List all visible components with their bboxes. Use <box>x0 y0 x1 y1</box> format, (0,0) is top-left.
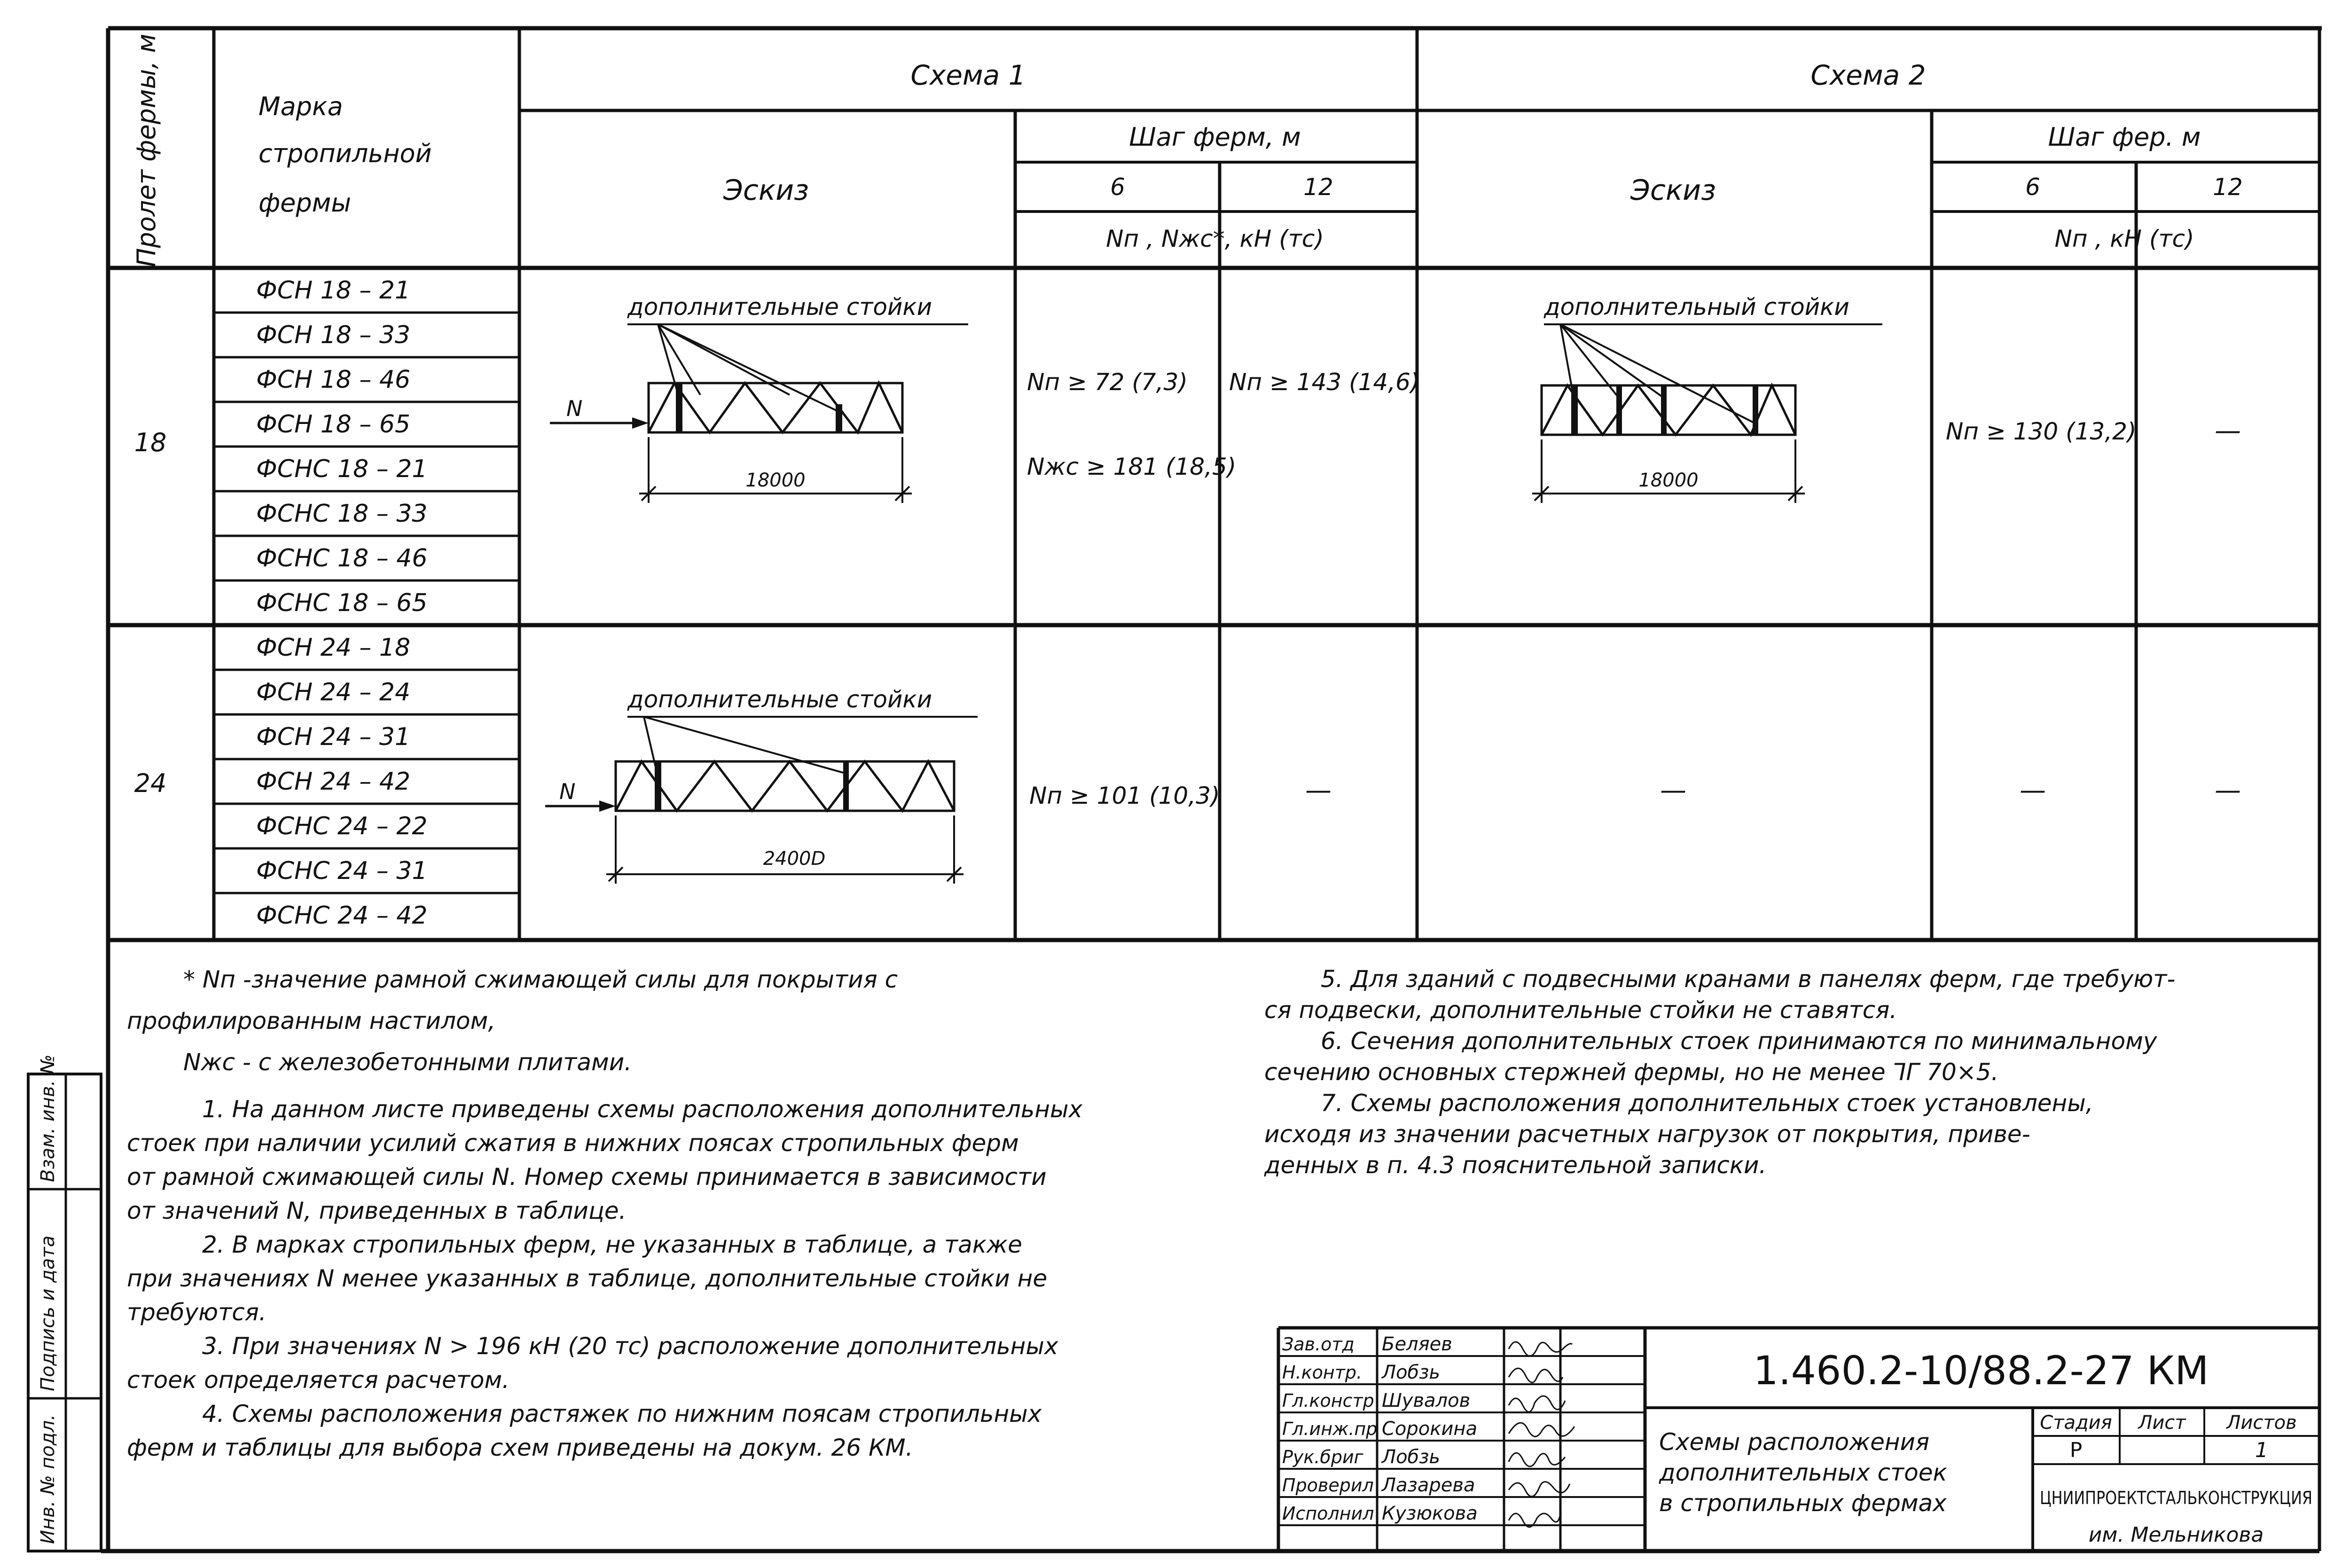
sheet-title-2: дополнительных стоек <box>1659 1459 1947 1486</box>
truss-sketch-24-scheme1 <box>545 686 978 884</box>
dash-12-18-s2: — <box>2215 416 2241 446</box>
handwritten-signatures <box>1509 1342 1574 1527</box>
sketch-header-1: Эскиз <box>723 174 809 207</box>
person-name: Беляев <box>1382 1333 1452 1355</box>
dash-12-24: — <box>1305 775 1332 806</box>
mark-header-2: стропильной <box>258 139 432 168</box>
sheets-header: Листов <box>2226 1412 2297 1434</box>
role-label: Рук.бриг <box>1282 1447 1363 1467</box>
note-line: 2. В марках стропильных ферм, не указанных в таблице, а также <box>202 1231 1022 1258</box>
person-name: Лобзь <box>1382 1446 1441 1468</box>
note-line: сечению основных стержней фермы, но не менее ⅂Γ 70×5. <box>1264 1058 1999 1086</box>
person-name: Лобзь <box>1382 1362 1441 1383</box>
force-n: N <box>559 779 576 804</box>
value-np-6-24: Nп ≥ 101 (10,3) <box>1029 782 1220 809</box>
role-label: Гл.инж.пр <box>1282 1419 1378 1439</box>
note-line: 3. При значениях N > 196 кН (20 тс) расположение дополнительных <box>202 1333 1058 1360</box>
value-np-6-18: Nп ≥ 72 (7,3) <box>1027 368 1188 396</box>
mark-row: ФСНС 18 – 65 <box>256 589 428 617</box>
person-name: Шувалов <box>1382 1390 1471 1411</box>
mark-row: ФСН 18 – 33 <box>256 321 411 349</box>
person-name: Кузюкова <box>1382 1503 1478 1524</box>
span-24: 24 <box>134 768 167 798</box>
mark-row: ФСНС 24 – 31 <box>256 857 428 885</box>
step6-header-2: 6 <box>2025 173 2040 201</box>
force-header-1: Nп , Nжс*, кН (тс) <box>1106 225 1324 252</box>
role-label: Зав.отд <box>1282 1334 1355 1355</box>
sheet-header: Лист <box>2138 1412 2186 1434</box>
note-line: * Nп -значение рамной сжимающей силы для покрытия с <box>183 966 898 993</box>
additional-posts-label: дополнительные стойки <box>627 293 932 321</box>
scheme2-title: Схема 2 <box>1810 59 1926 91</box>
value-nzhs-6-18: Nжс ≥ 181 (18,5) <box>1027 453 1237 480</box>
stage-value: Р <box>2069 1438 2083 1462</box>
mark-row: ФСН 18 – 46 <box>256 366 411 394</box>
span-header: Пролет фермы, м <box>132 33 161 267</box>
note-line: от значений N, приведенных в таблице. <box>127 1197 627 1224</box>
document-code: 1.460.2-10/88.2-27 КМ <box>1753 1348 2209 1394</box>
mark-row: ФСНС 18 – 33 <box>256 500 428 528</box>
note-line: ся подвески, дополнительные стойки не ставятся. <box>1264 996 1897 1024</box>
note-line: ферм и таблицы для выбора схем приведены на докум. 26 КМ. <box>127 1434 913 1461</box>
sheets-value: 1 <box>2255 1438 2268 1462</box>
organization-subname: им. Мельникова <box>2088 1523 2264 1547</box>
dimension-18000: 18000 <box>1638 470 1699 491</box>
force-header-2: Nп , кН (тс) <box>2054 225 2194 252</box>
role-label: Исполнил <box>1282 1503 1374 1524</box>
mark-header-3: фермы <box>258 188 352 218</box>
role-label: Гл.констр <box>1282 1390 1374 1411</box>
step-header-1: Шаг ферм, м <box>1129 122 1301 152</box>
scheme1-title: Схема 1 <box>910 59 1026 91</box>
force-n: N <box>566 396 583 421</box>
margin-signature-date: Подпись и дата <box>37 1235 59 1391</box>
role-label: Н.контр. <box>1282 1362 1363 1383</box>
value-np-6-18-s2: Nп ≥ 130 (13,2) <box>1946 418 2137 445</box>
value-np-12-18: Nп ≥ 143 (14,6) <box>1229 368 1420 396</box>
mark-row: ФСН 24 – 31 <box>256 723 411 751</box>
dash-12-24-s2: — <box>2215 775 2241 806</box>
mark-row: ФСН 24 – 18 <box>256 634 411 662</box>
note-line: 5. Для зданий с подвесными кранами в панелях ферм, где требуют- <box>1321 965 2176 993</box>
mark-row: ФСН 18 – 21 <box>256 276 411 305</box>
truss-sketch-18-scheme1 <box>550 293 968 503</box>
note-line: при значениях N менее указанных в таблице, дополнительные стойки не <box>127 1265 1048 1292</box>
dimension-24000: 2400D <box>763 848 826 870</box>
note-line: Nжс - с железобетонными плитами. <box>183 1049 632 1076</box>
sheet-title-1: Схемы расположения <box>1659 1428 1930 1456</box>
mark-row: ФСН 24 – 24 <box>256 678 411 706</box>
note-line: 1. На данном листе приведены схемы расположения дополнительных <box>202 1096 1083 1123</box>
additional-posts-label: дополнительные стойки <box>627 686 932 713</box>
step-header-2: Шаг фер. м <box>2048 122 2201 152</box>
mark-header-1: Марка <box>258 92 343 121</box>
note-line: 7. Схемы расположения дополнительных стоек установлены, <box>1321 1090 2093 1117</box>
organization-name: ЦНИИПРОЕКТСТАЛЬКОНСТРУКЦИЯ <box>2040 1488 2312 1508</box>
note-line: 6. Сечения дополнительных стоек принимаются по минимальному <box>1321 1027 2157 1055</box>
step6-header-1: 6 <box>1110 173 1125 201</box>
mark-row: ФСНС 24 – 22 <box>256 812 428 840</box>
mark-row: ФСНС 24 – 42 <box>256 902 428 930</box>
truss-sketch-18-scheme2 <box>1532 293 1882 503</box>
note-line: профилированным настилом, <box>127 1007 496 1035</box>
margin-vzam-inv: Взам. инв. № <box>37 1054 59 1182</box>
note-line: от рамной сжимающей силы N. Номер схемы принимается в зависимости <box>127 1163 1047 1191</box>
mark-row: ФСН 18 – 65 <box>256 410 411 439</box>
note-line: исходя из значении расчетных нагрузок от покрытия, приве- <box>1264 1121 2030 1148</box>
role-label: Проверил <box>1282 1475 1374 1496</box>
dash-6-24-s2: — <box>2020 775 2046 806</box>
mark-row: ФСНС 18 – 46 <box>256 544 428 572</box>
sheet-title-3: в стропильных фермах <box>1659 1490 1947 1517</box>
span-18: 18 <box>134 428 167 457</box>
notes-right <box>1264 964 2312 1181</box>
mark-row: ФСН 24 – 42 <box>256 768 411 796</box>
margin-stamp <box>28 1054 101 1551</box>
note-line: 4. Схемы расположения растяжек по нижним поясам стропильных <box>202 1400 1042 1427</box>
sketch-header-2: Эскиз <box>1630 174 1716 207</box>
step12-header-1: 12 <box>1303 173 1333 201</box>
note-line: требуются. <box>127 1299 266 1326</box>
stage-header: Стадия <box>2040 1412 2112 1434</box>
person-name: Лазарева <box>1382 1474 1475 1496</box>
notes-left <box>127 959 1255 1465</box>
dimension-18000: 18000 <box>745 470 806 491</box>
mark-row: ФСНС 18 – 21 <box>256 455 428 483</box>
step12-header-2: 12 <box>2213 173 2243 201</box>
person-name: Сорокина <box>1382 1418 1478 1440</box>
additional-posts-label: дополнительный стойки <box>1544 293 1849 321</box>
note-line: стоек при наличии усилий сжатия в нижних поясах стропильных ферм <box>127 1129 1019 1157</box>
note-line: стоек определяется расчетом. <box>127 1366 510 1394</box>
margin-inv-podl: Инв. № подл. <box>37 1414 59 1544</box>
dash-sketch-24-s2: — <box>1660 775 1686 806</box>
note-line: денных в п. 4.3 пояснительной записки. <box>1264 1152 1767 1179</box>
